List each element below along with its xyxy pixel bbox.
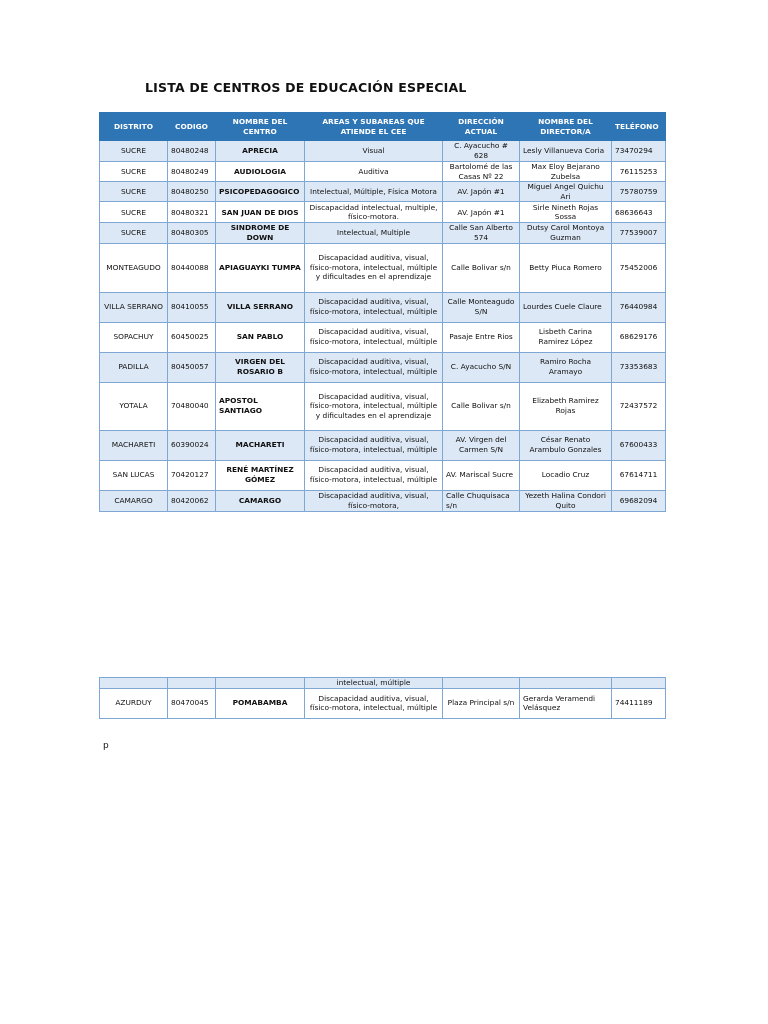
- cell-areas: Discapacidad auditiva, visual, físico-motora, intelectual, múltiple y dificultades en el aprendizaje: [305, 243, 443, 292]
- cell-director: Lesly Villanueva Coria: [520, 141, 612, 162]
- cell-areas: Discapacidad auditiva, visual, físico-motora, intelectual, múltiple y dificultades en el aprendizaje: [305, 382, 443, 430]
- cell-director: Betty Piuca Romero: [520, 243, 612, 292]
- cell-nombre: CAMARGO: [216, 490, 305, 511]
- header-areas: AREAS Y SUBAREAS QUE ATIENDE EL CEE: [305, 113, 443, 141]
- cell-telefono: 69682094: [612, 490, 666, 511]
- cell-telefono: 72437572: [612, 382, 666, 430]
- cell-nombre: APIAGUAYKI TUMPA: [216, 243, 305, 292]
- cell-codigo: 80420062: [168, 490, 216, 511]
- cell-nombre: SAN JUAN DE DIOS: [216, 202, 305, 223]
- table-row-continuation: [100, 678, 666, 689]
- cell-distrito: PADILLA: [100, 352, 168, 382]
- cell-areas: Discapacidad auditiva, visual, físico-motora, intelectual, múltiple: [305, 688, 443, 718]
- table-header-row: [100, 113, 666, 141]
- table-row: [100, 352, 666, 382]
- cell-direccion: AV. Mariscal Sucre: [443, 460, 520, 490]
- cell-distrito: YOTALA: [100, 382, 168, 430]
- cell-areas: Discapacidad intelectual, multiple, físico-motora.: [305, 202, 443, 223]
- cell-codigo: 80440088: [168, 243, 216, 292]
- cell-codigo: 80410055: [168, 292, 216, 322]
- cell-codigo: 80480305: [168, 223, 216, 243]
- cell-areas: Discapacidad auditiva, visual, físico-motora,: [305, 490, 443, 511]
- cell-director: Elizabeth Ramirez Rojas: [520, 382, 612, 430]
- cell-nombre: MACHARETI: [216, 430, 305, 460]
- cell-areas: Visual: [305, 141, 443, 162]
- cell-codigo: 60450025: [168, 322, 216, 352]
- cell-codigo: 80480249: [168, 162, 216, 182]
- cell-nombre: APRECIA: [216, 141, 305, 162]
- cell-direccion: C. Ayacucho # 628: [443, 141, 520, 162]
- cell-direccion: Calle Bolivar s/n: [443, 243, 520, 292]
- table-row: [100, 162, 666, 182]
- table-row: [100, 182, 666, 202]
- cell-areas: Discapacidad auditiva, visual, físico-motora, intelectual, múltiple: [305, 322, 443, 352]
- cell-telefono: 68636643: [612, 202, 666, 223]
- cell-nombre: PSICOPEDAGOGICO: [216, 182, 305, 202]
- cell-distrito: MACHARETI: [100, 430, 168, 460]
- cell-codigo: 70420127: [168, 460, 216, 490]
- table-row: [100, 243, 666, 292]
- cell-director: Lourdes Cuele Claure: [520, 292, 612, 322]
- cell-director: Ramiro Rocha Aramayo: [520, 352, 612, 382]
- cell-areas: intelectual, múltiple: [305, 678, 443, 689]
- cell-codigo: 80470045: [168, 688, 216, 718]
- cell-areas: Intelectual, Multiple: [305, 223, 443, 243]
- cell-direccion: AV. Japón #1: [443, 202, 520, 223]
- cell-nombre: SINDROME DE DOWN: [216, 223, 305, 243]
- cell-telefono: 75780759: [612, 182, 666, 202]
- cell-areas: Discapacidad auditiva, visual, físico-motora, intelectual, múltiple: [305, 460, 443, 490]
- cell-distrito: AZURDUY: [100, 688, 168, 718]
- cell-direccion: Calle Chuquisaca s/n: [443, 490, 520, 511]
- cell-distrito: SUCRE: [100, 223, 168, 243]
- cell-distrito: SAN LUCAS: [100, 460, 168, 490]
- cell-director: Locadio Cruz: [520, 460, 612, 490]
- cell-codigo: 80480321: [168, 202, 216, 223]
- cell-direccion: C. Ayacucho S/N: [443, 352, 520, 382]
- table-row: [100, 430, 666, 460]
- cell-director: Gerarda Veramendi Velásquez: [520, 688, 612, 718]
- table-row: [100, 382, 666, 430]
- cell-codigo: 80480250: [168, 182, 216, 202]
- cell-director: Max Eloy Bejarano Zubelsa: [520, 162, 612, 182]
- header-codigo: CODIGO: [168, 113, 216, 141]
- table-row: [100, 460, 666, 490]
- table-row: [100, 141, 666, 162]
- cell-nombre: POMABAMBA: [216, 688, 305, 718]
- header-director: NOMBRE DEL DIRECTOR/A: [520, 113, 612, 141]
- cell-areas: Discapacidad auditiva, visual, físico-motora, intelectual, múltiple: [305, 352, 443, 382]
- header-direccion: DIRECCIÓN ACTUAL: [443, 113, 520, 141]
- cell-distrito: SUCRE: [100, 182, 168, 202]
- cell-telefono: 67614711: [612, 460, 666, 490]
- cell-distrito: SUCRE: [100, 162, 168, 182]
- cell-codigo: 60390024: [168, 430, 216, 460]
- centers-table-continued: [99, 677, 666, 719]
- cell-direccion: AV. Virgen del Carmen S/N: [443, 430, 520, 460]
- cell-areas: Discapacidad auditiva, visual, físico-motora, intelectual, múltiple: [305, 292, 443, 322]
- cell-codigo: 80480248: [168, 141, 216, 162]
- cell-distrito: VILLA SERRANO: [100, 292, 168, 322]
- cell-nombre: VIRGEN DEL ROSARIO B: [216, 352, 305, 382]
- table-row: [100, 292, 666, 322]
- cell-direccion: AV. Japón #1: [443, 182, 520, 202]
- table-row: [100, 490, 666, 511]
- cell-codigo: 80450057: [168, 352, 216, 382]
- cell-distrito: SUCRE: [100, 202, 168, 223]
- cell-director: Dutsy Carol Montoya Guzman: [520, 223, 612, 243]
- stray-text: p: [103, 741, 109, 751]
- cell-distrito: CAMARGO: [100, 490, 168, 511]
- cell-distrito: MONTEAGUDO: [100, 243, 168, 292]
- cell-areas: Intelectual, Múltiple, Física Motora: [305, 182, 443, 202]
- header-telefono: TELÉFONO: [612, 113, 666, 141]
- table-row: [100, 688, 666, 718]
- table-row: [100, 202, 666, 223]
- cell-telefono: 73470294: [612, 141, 666, 162]
- cell-telefono: 74411189: [612, 688, 666, 718]
- cell-telefono: 73353683: [612, 352, 666, 382]
- cell-nombre: AUDIOLOGIA: [216, 162, 305, 182]
- cell-telefono: 77539007: [612, 223, 666, 243]
- centers-table: [99, 112, 666, 512]
- cell-codigo: 70480040: [168, 382, 216, 430]
- cell-nombre: SAN PABLO: [216, 322, 305, 352]
- cell-director: Yezeth Halina Condori Quito: [520, 490, 612, 511]
- cell-telefono: 75452006: [612, 243, 666, 292]
- cell-telefono: 67600433: [612, 430, 666, 460]
- cell-direccion: Calle Monteagudo S/N: [443, 292, 520, 322]
- table-row: [100, 223, 666, 243]
- cell-director: Sirle Nineth Rojas Sossa: [520, 202, 612, 223]
- document-title: LISTA DE CENTROS DE EDUCACIÓN ESPECIAL: [145, 80, 467, 95]
- cell-telefono: 76115253: [612, 162, 666, 182]
- cell-nombre: VILLA SERRANO: [216, 292, 305, 322]
- header-distrito: DISTRITO: [100, 113, 168, 141]
- cell-nombre: APOSTOL SANTIAGO: [216, 382, 305, 430]
- cell-direccion: Pasaje Entre Rios: [443, 322, 520, 352]
- cell-distrito: SUCRE: [100, 141, 168, 162]
- cell-areas: Auditiva: [305, 162, 443, 182]
- table-row: [100, 322, 666, 352]
- cell-direccion: Calle San Alberto 574: [443, 223, 520, 243]
- cell-direccion: Plaza Principal s/n: [443, 688, 520, 718]
- cell-direccion: Bartolomé de las Casas Nº 22: [443, 162, 520, 182]
- cell-nombre: RENÉ MARTÍNEZ GÓMEZ: [216, 460, 305, 490]
- header-nombre: NOMBRE DEL CENTRO: [216, 113, 305, 141]
- cell-director: Miguel Angel Quichu Ari: [520, 182, 612, 202]
- cell-direccion: Calle Bolivar s/n: [443, 382, 520, 430]
- cell-telefono: 68629176: [612, 322, 666, 352]
- cell-director: César Renato Arambulo Gonzales: [520, 430, 612, 460]
- cell-areas: Discapacidad auditiva, visual, físico-motora, intelectual, múltiple: [305, 430, 443, 460]
- cell-telefono: 76440984: [612, 292, 666, 322]
- cell-distrito: SOPACHUY: [100, 322, 168, 352]
- cell-director: Lisbeth Carina Ramirez López: [520, 322, 612, 352]
